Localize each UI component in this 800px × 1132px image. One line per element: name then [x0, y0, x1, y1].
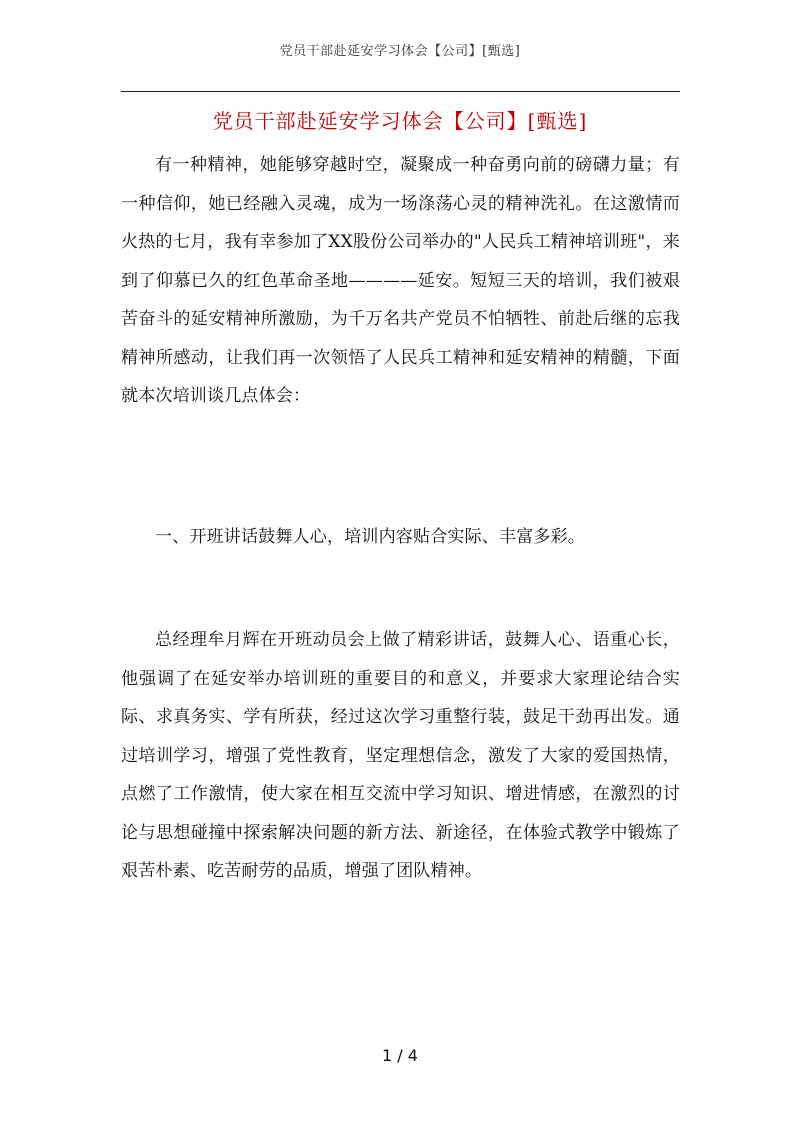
page-number: 1 / 4 [382, 1046, 418, 1065]
body-paragraph-1: 总经理牟月辉在开班动员会上做了精彩讲话，鼓舞人心、语重心长，他强调了在延安举办培训班的重要目的和意义，并要求大家理论结合实际、求真务实、学有所获，经过这次学习重整行装，鼓足干劲再出发。通过培训学习，增强了党性教育，坚定理想信念，激发了大家的爱国热情，点燃了工作激情，使大家在相互交流中学习知识、增进情感，在激烈的讨论与思想碰撞中探索解决问题的新方法、新途径，在体验式教学中锻炼了艰苦朴素、吃苦耐劳的品质，增强了团队精神。 [121, 630, 680, 881]
section-heading-1: 一、开班讲话鼓舞人心，培训内容贴合实际、丰富多彩。 [155, 527, 585, 547]
running-header: 党员干部赴延安学习体会【公司】[甄选] [279, 44, 521, 59]
header-divider [121, 91, 680, 92]
document-title: 党员干部赴延安学习体会【公司】[甄选] [212, 109, 588, 133]
intro-paragraph: 有一种精神，她能够穿越时空，凝聚成一种奋勇向前的磅礴力量；有一种信仰，她已经融入灵魂，成为一场涤荡心灵的精神洗礼。在这激情而火热的七月，我有幸参加了XX股份公司举办的"人民兵工精神培训班"，来到了仰慕已久的红色革命圣地————延安。短短三天的培训，我们被艰苦奋斗的延安精神所激励，为千万名共产党员不怕牺牲、前赴后继的忘我精神所感动，让我们再一次领悟了人民兵工精神和延安精神的精髓，下面就本次培训谈几点体会： [121, 155, 680, 406]
